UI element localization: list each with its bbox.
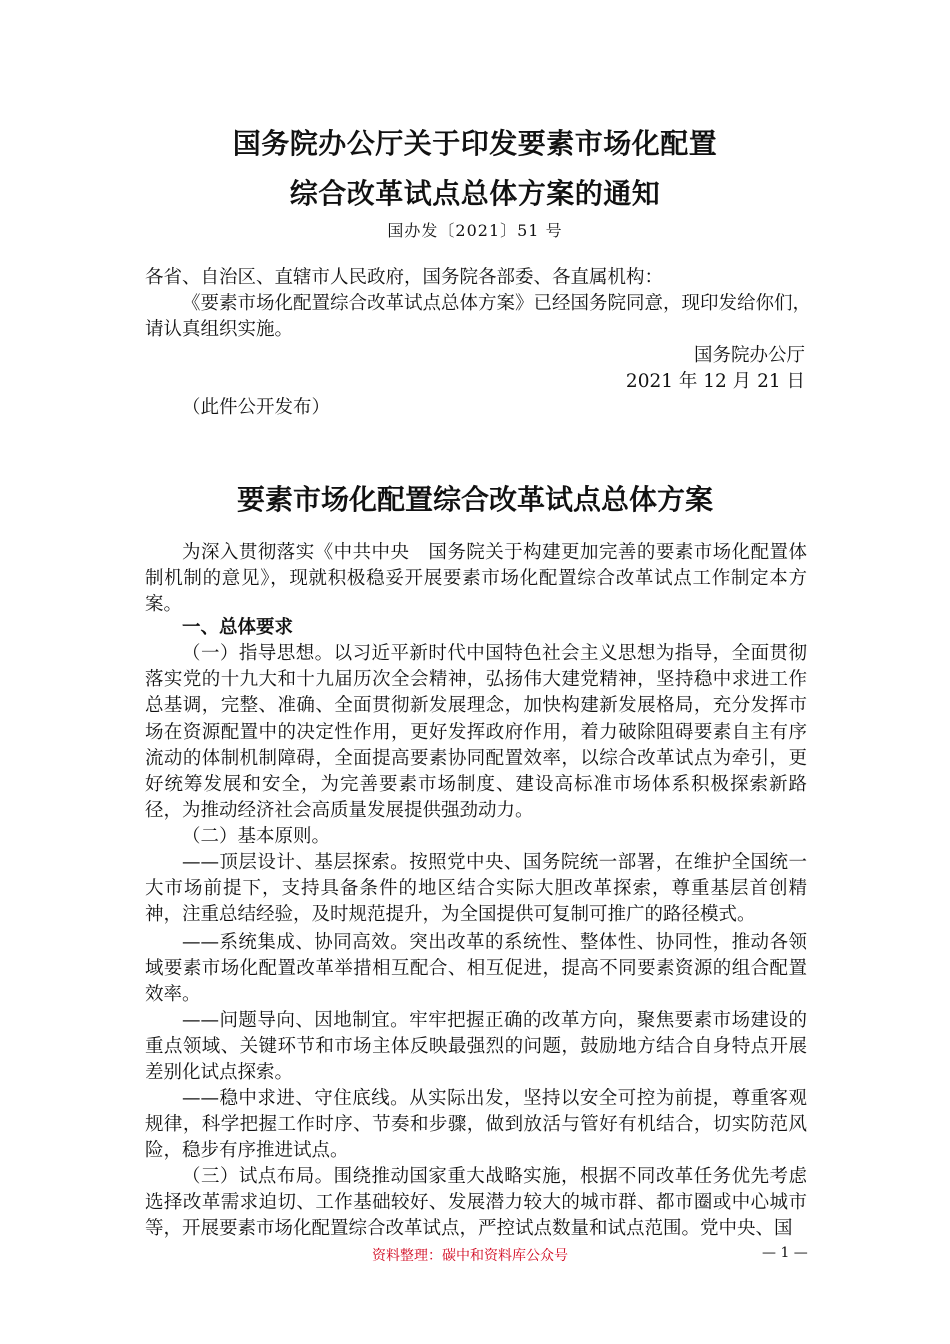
issue-date: 2021 年 12 月 21 日 [625,371,805,392]
basic-principles-lead: （二）基本原则。 [182,826,331,847]
notice-title-line1: 国务院办公厅关于印发要素市场化配置 [232,127,718,160]
principle-2-lead: ——系统集成、协同高效。 [182,932,410,953]
publish-note: （此件公开发布） [182,397,331,418]
pilot-layout-lead: （三）试点布局。 [182,1166,334,1187]
notice-title-line2: 综合改革试点总体方案的通知 [289,177,661,210]
footer-source: 资料整理：碳中和资料库公众号 [372,1248,568,1264]
principle-4-text: 从实际出发，坚持以安全可控为前提，尊重客观规律，科学把握工作时序、节奏和步骤，做到放活与管好有机结合，切实防范风险，稳步有序推进试点。 [145,1088,807,1162]
principle-2-text: 突出改革的系统性、整体性、协同性，推动各领域要素市场化配置改革举措相互配合、相互促进，提高不同要素资源的组合配置效率。 [145,932,807,1006]
plan-title: 要素市场化配置综合改革试点总体方案 [236,483,713,516]
principle-3-text: 牢牢把握正确的改革方向，聚焦要素市场建设的重点领域、关键环节和市场主体反映最强烈的问题，鼓励地方结合自身特点开展差别化试点探索。 [145,1010,807,1084]
guiding-thought-lead: （一）指导思想。 [182,643,334,664]
pilot-layout-paragraph [145,1164,807,1243]
principle-1-paragraph [145,850,807,929]
principle-1-lead: ——顶层设计、基层探索。 [182,852,410,873]
notice-body-line1: 《要素市场化配置综合改革试点总体方案》已经国务院同意，现印发给你们， [182,293,812,314]
principle-1-text: 按照党中央、国务院统一部署，在维护全国统一大市场前提下，支持具备条件的地区结合实际大胆改革探索，尊重基层首创精神，注重总结经验，及时规范提升，为全国提供可复制可推广的路径模式。 [145,852,807,926]
notice-body-line2: 请认真组织实施。 [145,319,294,340]
pilot-layout-text: 围绕推动国家重大战略实施，根据不同改革任务优先考虑选择改革需求迫切、工作基础较好、发展潜力较大的城市群、都市圈或中心城市等，开展要素市场化配置综合改革试点，严控试点数量和试点范围。党中央、国 [145,1166,807,1240]
issuer: 国务院办公厅 [693,345,805,366]
document-number: 国办发〔2021〕51 号 [387,221,563,240]
principle-4-paragraph [145,1086,807,1165]
principle-2-paragraph [145,930,807,1009]
guiding-thought-paragraph [145,641,807,824]
principle-3-paragraph [145,1008,807,1087]
principle-4-lead: ——稳中求进、守住底线。 [182,1088,410,1109]
principle-3-lead: ——问题导向、因地制宜。 [182,1010,410,1031]
page-number: — 1 — [762,1245,808,1261]
addressee: 各省、自治区、直辖市人民政府，国务院各部委、各直属机构： [145,267,664,288]
guiding-thought-text: 以习近平新时代中国特色社会主义思想为指导，全面贯彻落实党的十九大和十九届历次全会精神，弘扬伟大建党精神，坚持稳中求进工作总基调，完整、准确、全面贯彻新发展理念，加快构建新发展格局，充分发挥市场在资源配置中的决定性作用，更好发挥政府作用，着力破除阻碍要素自主有序流动的体制机制障碍，全面提高要素协同配置效率，以综合改革试点为牵引，更好统筹发展和安全，为完善要素市场制度、建设高标准市场体系积极探索新路径，为推动经济社会高质量发展提供强劲动力。 [145,643,807,822]
plan-intro: 为深入贯彻落实《中共中央 国务院关于构建更加完善的要素市场化配置体制机制的意见》，现就积极稳妥开展要素市场化配置综合改革试点工作制定本方案。 [145,542,807,616]
basic-principles-heading [145,824,807,850]
section-1-heading: 一、总体要求 [182,617,294,638]
